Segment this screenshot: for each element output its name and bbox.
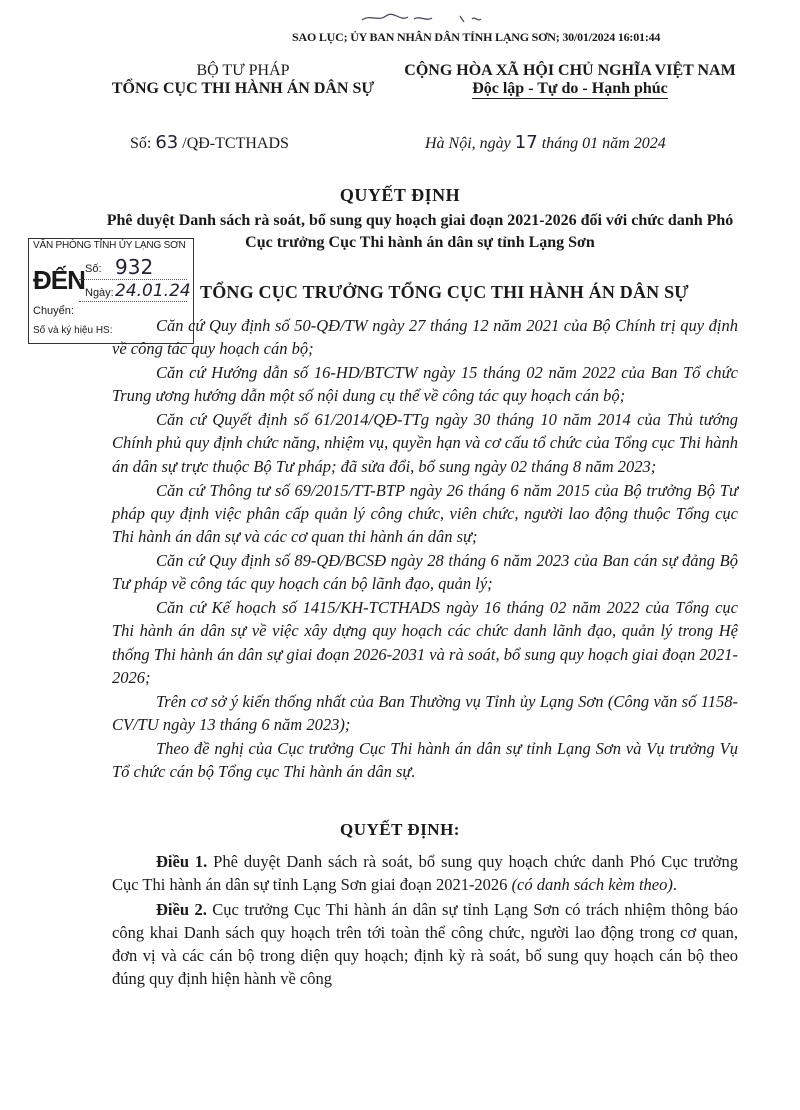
copy-certification-note: SAO LỤC; ỦY BAN NHÂN DÂN TỈNH LẠNG SƠN; 30/01/2024 16:01:44 [292,30,661,44]
document-subtitle: Phê duyệt Danh sách rà soát, bổ sung quy hoạch giai đoạn 2021-2026 đối với chức danh Phó Cục trưởng Cục Thi hành án dân sự tỉnh Lạng Sơn [106,212,734,251]
article-label: Điều 2. [156,899,207,919]
preamble-item: Căn cứ Hướng dẫn số 16-HD/BTCTW ngày 15 tháng 02 năm 2022 của Ban Tổ chức Trung ương hướng dẫn một số nội dung cụ thể về công tác quy hoạch cán bộ; [112,363,738,406]
preamble-item: Căn cứ Quyết định số 61/2014/QĐ-TTg ngày 30 tháng 10 năm 2014 của Thủ tướng Chính phủ quy định chức năng, nhiệm vụ, quyền hạn và cơ cấu tổ chức của Tổng cục Thi hành án dân sự trực thuộc Bộ Tư pháp; đã sửa đổi, bổ sung ngày 02 tháng 8 năm 2023; [112,410,738,476]
articles [112,850,738,992]
national-motto: Độc lập - Tự do - Hạnh phúc [472,80,668,97]
issuing-authority: TỔNG CỤC TRƯỞNG TỔNG CỤC THI HÀNH ÁN DÂN SỰ [200,282,689,302]
handwritten-note [360,10,500,26]
stamp-so-label: Số: [85,263,102,275]
country-name: CỘNG HÒA XÃ HỘI CHỦ NGHĨA VIỆT NAM [404,62,736,79]
document-date: Hà Nội, ngày 17 tháng 01 năm 2024 [425,132,666,153]
stamp-ngay-label: Ngày: [85,287,114,299]
stamp-so-value: 932 [115,255,154,279]
article-2: Điều 2. Cục trưởng Cục Thi hành án dân sự tỉnh Lạng Sơn có trách nhiệm thông báo công khai Danh sách quy hoạch trên tới toàn thể công chức, người lao động trong cơ quan, đơn vị và các cán bộ trong diện quy hoạch; định kỳ rà soát, bổ sung quy hoạch cán bộ theo đúng quy định hiện hành về công [112,899,739,989]
preamble-item: Căn cứ Thông tư số 69/2015/TT-BTP ngày 26 tháng 6 năm 2015 của Bộ trưởng Bộ Tư pháp quy định việc phân cấp quản lý công chức, viên chức, người lao động thuộc Tổng cục Thi hành án dân sự và các cơ quan thi hành án dân sự; [112,480,738,547]
document-number-handwritten: 63 [155,132,179,153]
document-title: QUYẾT ĐỊNH [339,185,461,205]
stamp-dotline [79,279,187,280]
stamp-den: ĐẾN [33,265,85,295]
ministry-name: BỘ TƯ PHÁP [196,62,290,79]
document-day-handwritten: 17 [514,132,538,153]
preamble-item: Căn cứ Quy định số 89-QĐ/BCSĐ ngày 28 tháng 6 năm 2023 của Ban cán sự đảng Bộ Tư pháp về công tác quy hoạch cán bộ lãnh đạo, quản lý; [112,550,738,594]
stamp-dotline [79,301,187,302]
issuer-header [108,62,378,98]
article-1: Điều 1. Phê duyệt Danh sách rà soát, bổ sung quy hoạch chức danh Phó Cục trưởng Cục Thi hành án dân sự tỉnh Lạng Sơn giai đoạn 2021-2026 (có danh sách kèm theo). [112,852,738,895]
preamble-item: Căn cứ Quy định số 50-QĐ/TW ngày 27 tháng 12 năm 2021 của Bộ Chính trị quy định về công tác quy hoạch cán bộ; [112,316,738,359]
preamble-item: Theo đề nghị của Cục trưởng Cục Thi hành án dân sự tỉnh Lạng Sơn và Vụ trưởng Vụ Tổ chức cán bộ Tổng cục Thi hành án dân sự. [112,738,738,782]
stamp-file-code-label: Số và ký hiệu HS: [33,325,113,336]
decision-heading: QUYẾT ĐỊNH: [340,820,460,839]
stamp-ngay-value: 24.01.24 [115,281,191,301]
national-header [390,62,750,98]
preamble [112,314,738,784]
article-label: Điều 1. [156,852,208,871]
department-name: TỔNG CỤC THI HÀNH ÁN DÂN SỰ [111,80,375,97]
stamp-chuyen-label: Chuyển: [33,305,74,317]
preamble-item: Trên cơ sở ý kiến thống nhất của Ban Thường vụ Tỉnh ủy Lạng Sơn (Công văn số 1158-CV/TU ngày 13 tháng 6 năm 2023); [112,691,738,735]
document-number: Số: 63 /QĐ-TCTHADS [130,132,289,153]
stamp-office: VĂN PHÒNG TỈNH ỦY LẠNG SƠN [33,240,186,251]
preamble-item: Căn cứ Kế hoạch số 1415/KH-TCTHADS ngày 16 tháng 02 năm 2022 của Tổng cục Thi hành án dân sự về việc xây dựng quy hoạch các chức danh lãnh đạo, quản lý trong Hệ thống Thi hành án dân sự giai đoạn 2026-2031 và rà soát, bổ sung quy hoạch giai đoạn 2021-2026; [112,598,738,687]
